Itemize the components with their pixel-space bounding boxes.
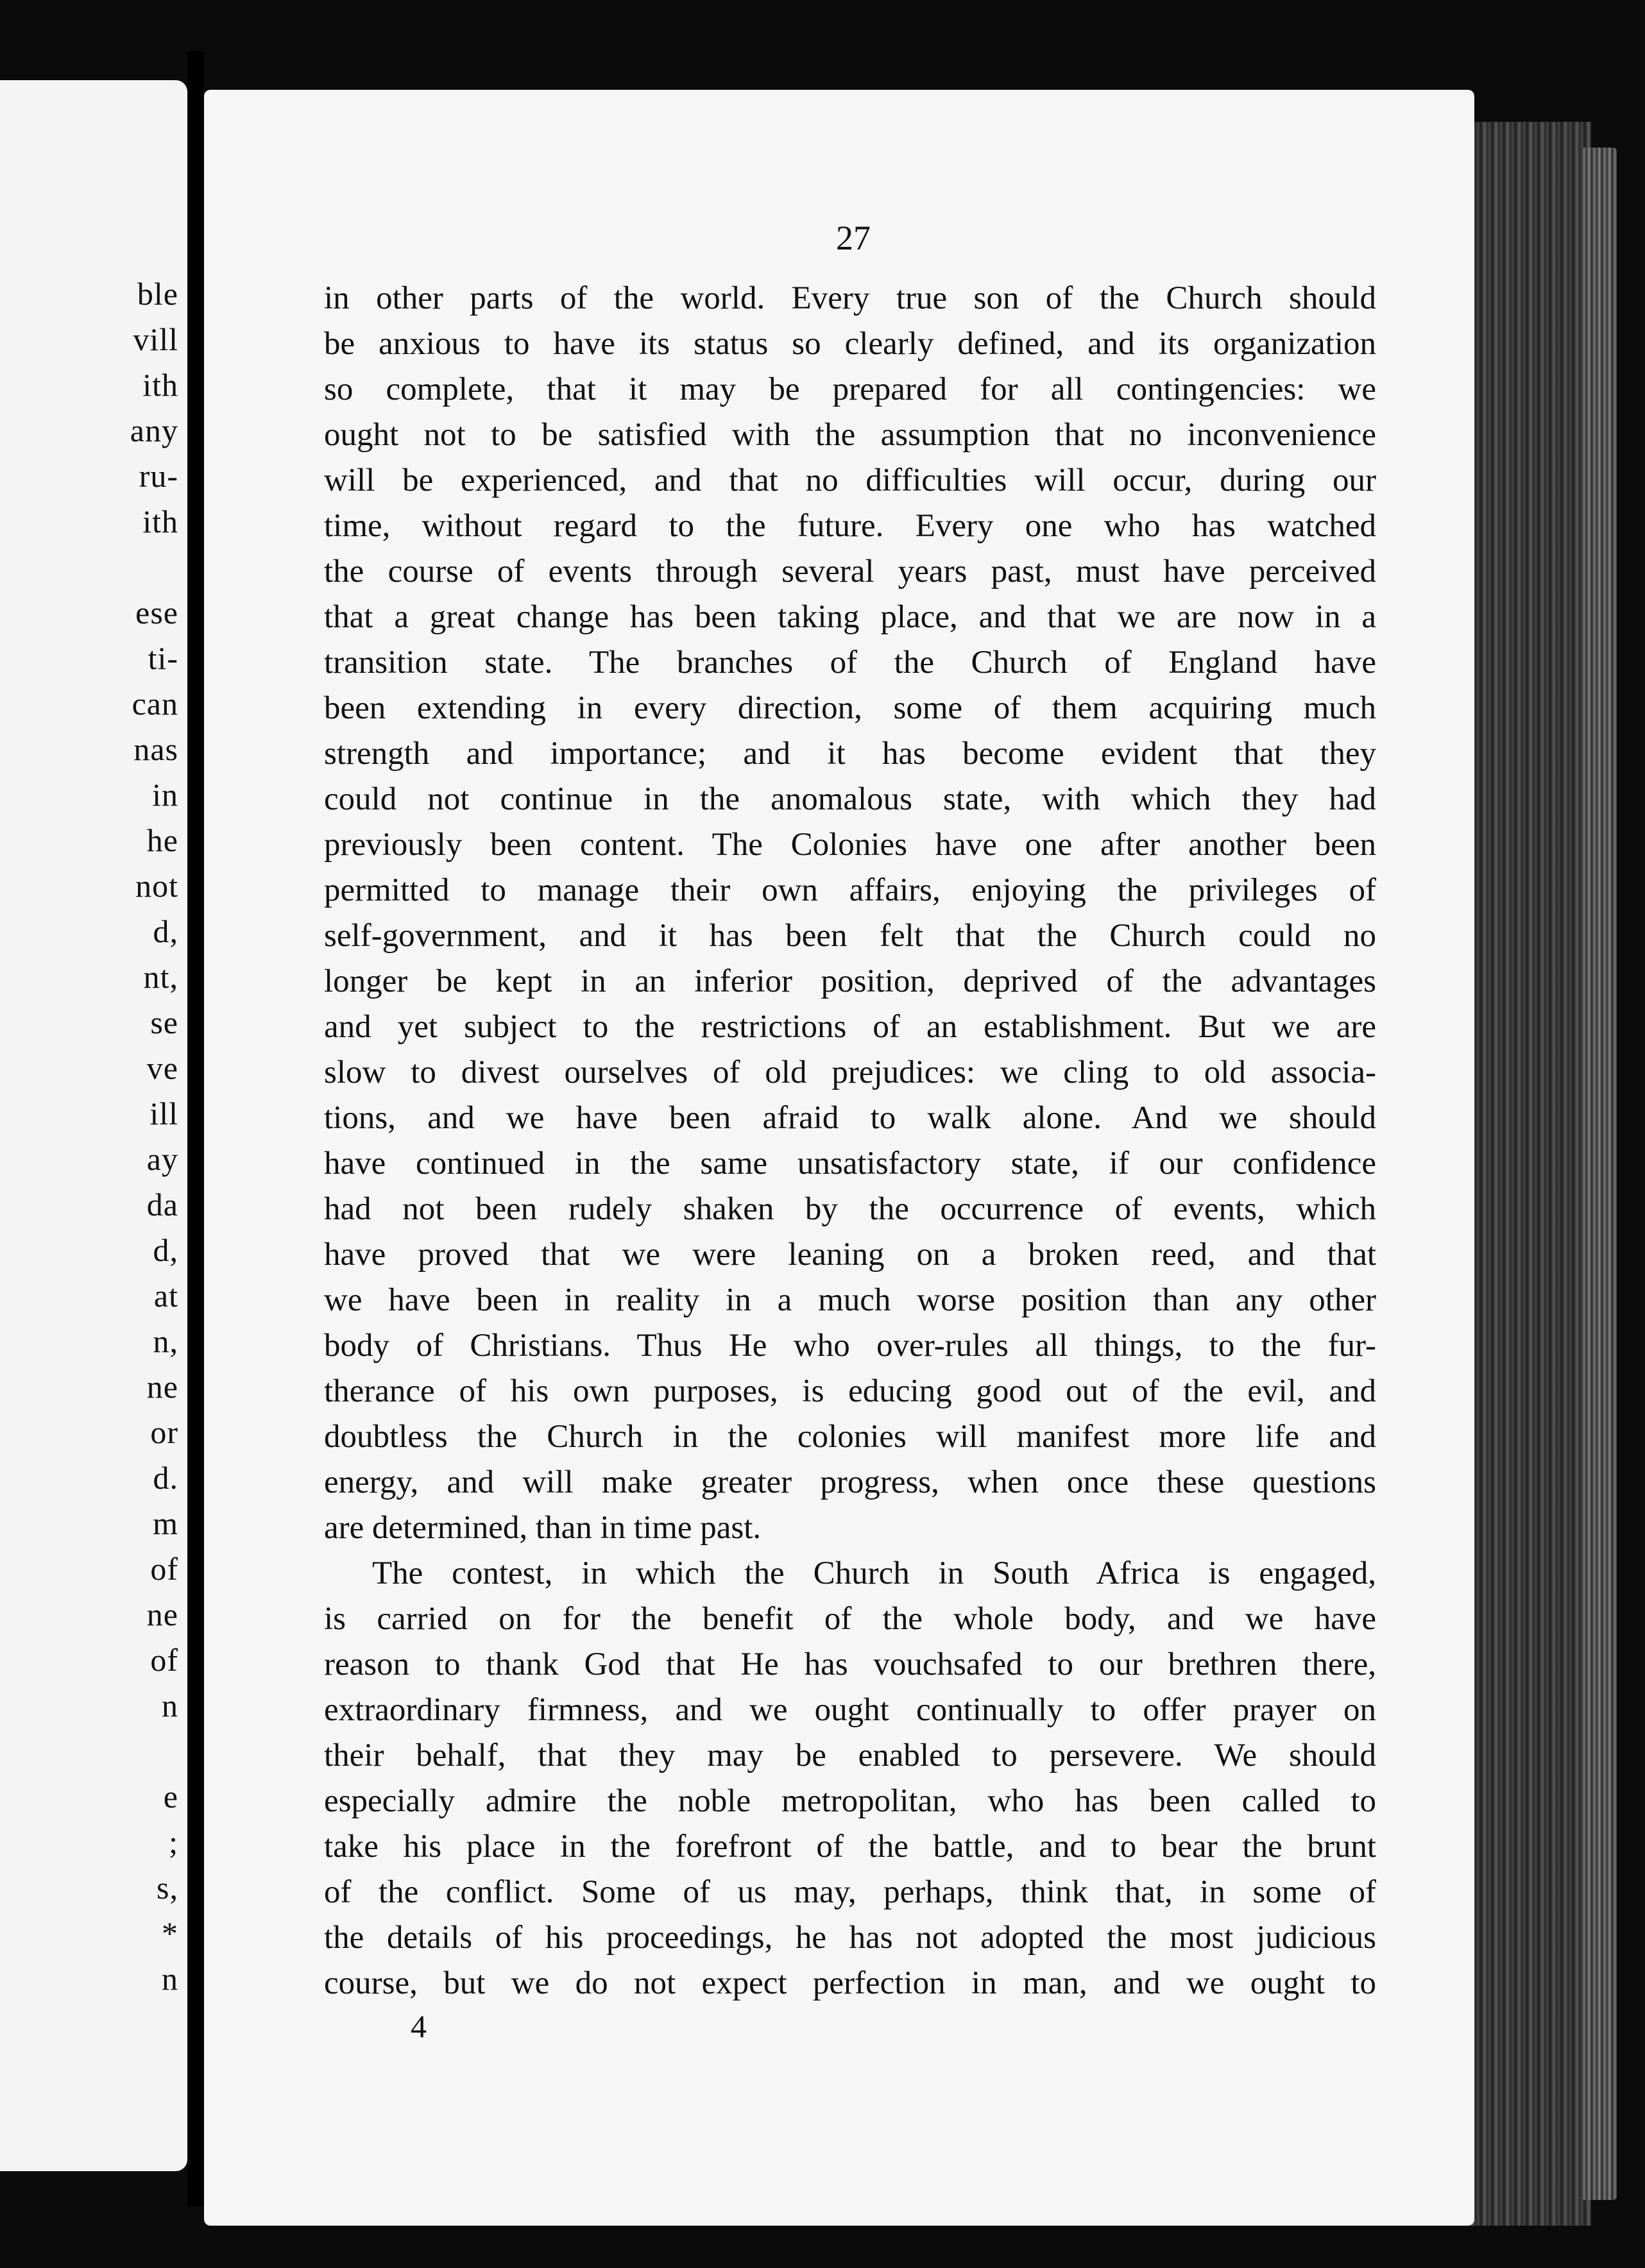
text-line: longer be kept in an inferior position, deprived of the advantages bbox=[324, 963, 1376, 999]
facing-page-line: ay bbox=[146, 1141, 178, 1177]
facing-page-line: any bbox=[130, 412, 178, 448]
facing-page-line: or bbox=[150, 1414, 178, 1450]
text-line: that a great change has been taking place, and that we are now in a bbox=[324, 599, 1376, 635]
text-line: so complete, that it may be prepared for all contingencies: we bbox=[324, 371, 1376, 407]
text-line: have proved that we were leaning on a broken reed, and that bbox=[324, 1237, 1376, 1273]
text-line: self-government, and it has been felt that the Church could no bbox=[324, 918, 1376, 954]
facing-page-line: ve bbox=[146, 1050, 178, 1086]
facing-page-line: can bbox=[132, 686, 178, 722]
facing-page-line: at bbox=[153, 1278, 178, 1314]
facing-page-line: * bbox=[162, 1915, 178, 1951]
text-line: of the conflict. Some of us may, perhaps, think that, in some of bbox=[324, 1874, 1376, 1910]
text-line: have continued in the same unsatisfactory state, if our confidence bbox=[324, 1146, 1376, 1181]
facing-page-line: he bbox=[146, 822, 178, 858]
text-line: the details of his proceedings, he has not adopted the most judicious bbox=[324, 1920, 1376, 1956]
text-line: energy, and will make greater progress, when once these questions bbox=[324, 1464, 1376, 1500]
facing-page-line: n bbox=[162, 1961, 178, 1997]
facing-page-line: vill bbox=[133, 321, 178, 357]
facing-page-line: s, bbox=[157, 1870, 178, 1906]
text-line: been extending in every direction, some of them acquiring much bbox=[324, 690, 1376, 726]
facing-page-line: ne bbox=[146, 1369, 178, 1405]
facing-page-line: ne bbox=[146, 1596, 178, 1632]
facing-page-line: ith bbox=[142, 504, 178, 539]
book-gutter bbox=[187, 51, 204, 2206]
facing-page-line: n, bbox=[153, 1323, 178, 1359]
facing-page-line: ble bbox=[137, 276, 178, 312]
facing-page-line: se bbox=[150, 1004, 178, 1040]
facing-page-line: n bbox=[162, 1688, 178, 1723]
text-line: had not been rudely shaken by the occurrence of events, which bbox=[324, 1191, 1376, 1227]
text-line: previously been content. The Colonies have one after another been bbox=[324, 827, 1376, 863]
text-line: the course of events through several years past, must have perceived bbox=[324, 554, 1376, 589]
text-line: be anxious to have its status so clearly defined, and its organization bbox=[324, 326, 1376, 362]
book-cover-edge bbox=[1581, 148, 1617, 2200]
facing-page-line: of bbox=[150, 1551, 178, 1587]
facing-page-line: da bbox=[146, 1187, 178, 1223]
facing-page-line: ti- bbox=[148, 640, 178, 676]
text-line: reason to thank God that He has vouchsafed to our brethren there, bbox=[324, 1646, 1376, 1682]
text-line: body of Christians. Thus He who over-rules all things, to the fur- bbox=[324, 1328, 1376, 1364]
facing-page-line: ill bbox=[149, 1096, 178, 1131]
facing-page-line bbox=[0, 1730, 187, 1772]
text-line: strength and importance; and it has become evident that they bbox=[324, 736, 1376, 772]
text-line: we have been in reality in a much worse position than any other bbox=[324, 1282, 1376, 1318]
text-line: slow to divest ourselves of old prejudices: we cling to old associa- bbox=[324, 1054, 1376, 1090]
facing-page-line bbox=[0, 546, 187, 588]
text-line: in other parts of the world. Every true son of the Church should bbox=[324, 280, 1376, 316]
text-line: could not continue in the anomalous state, with which they had bbox=[324, 781, 1376, 817]
facing-page-line: of bbox=[150, 1642, 178, 1678]
facing-page-line: ; bbox=[169, 1824, 178, 1860]
facing-page-line: e bbox=[163, 1779, 178, 1815]
page-number: 27 bbox=[836, 219, 871, 257]
text-line: ought not to be satisfied with the assumption that no inconvenience bbox=[324, 417, 1376, 453]
facing-page-line: m bbox=[153, 1505, 178, 1541]
facing-page-fragment bbox=[0, 80, 187, 2171]
page-body-text bbox=[324, 276, 1376, 2006]
text-line: The contest, in which the Church in South Africa is engaged, bbox=[372, 1555, 1376, 1591]
facing-page-line: ith bbox=[142, 367, 178, 403]
text-line: and yet subject to the restrictions of an establishment. But we are bbox=[324, 1009, 1376, 1045]
text-line: is carried on for the benefit of the whole body, and we have bbox=[324, 1601, 1376, 1637]
facing-page-line: d. bbox=[153, 1460, 178, 1496]
text-line: tions, and we have been afraid to walk alone. And we should bbox=[324, 1100, 1376, 1136]
text-line: take his place in the forefront of the battle, and to bear the brunt bbox=[324, 1829, 1376, 1865]
text-line: time, without regard to the future. Every one who has watched bbox=[324, 508, 1376, 544]
facing-page-line: nt, bbox=[143, 959, 178, 995]
text-line: permitted to manage their own affairs, enjoying the privileges of bbox=[324, 872, 1376, 908]
text-line: will be experienced, and that no difficulties will occur, during our bbox=[324, 462, 1376, 498]
text-line: especially admire the noble metropolitan, who has been called to bbox=[324, 1783, 1376, 1819]
text-line: are determined, than in time past. bbox=[324, 1510, 762, 1546]
facing-page-line: in bbox=[152, 777, 178, 813]
facing-page-line: nas bbox=[133, 731, 178, 767]
text-line: transition state. The branches of the Church of England have bbox=[324, 645, 1376, 681]
facing-page-line: ese bbox=[135, 595, 178, 630]
facing-page-line: d, bbox=[153, 913, 178, 949]
signature-mark: 4 bbox=[411, 2008, 427, 2044]
book-fore-edge bbox=[1469, 122, 1591, 2226]
facing-page-line: d, bbox=[153, 1232, 178, 1268]
text-line: course, but we do not expect perfection in man, and we ought to bbox=[324, 1965, 1376, 2001]
facing-page-line: ru- bbox=[139, 458, 178, 494]
text-line: their behalf, that they may be enabled to persevere. We should bbox=[324, 1738, 1376, 1773]
text-line: therance of his own purposes, is educing good out of the evil, and bbox=[324, 1373, 1376, 1409]
facing-page-line: not bbox=[135, 868, 178, 904]
text-line: extraordinary firmness, and we ought continually to offer prayer on bbox=[324, 1692, 1376, 1728]
text-line: doubtless the Church in the colonies will manifest more life and bbox=[324, 1419, 1376, 1455]
